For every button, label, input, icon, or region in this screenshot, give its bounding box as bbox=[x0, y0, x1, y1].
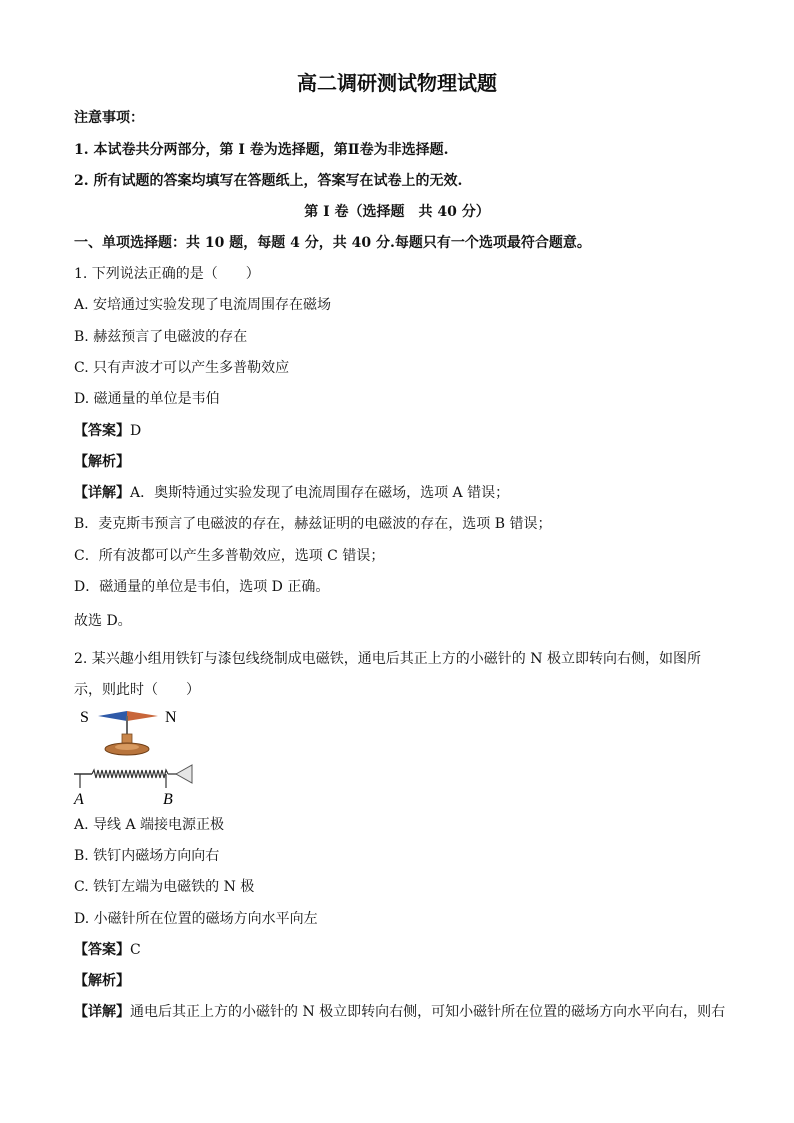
notice-heading: 注意事项： bbox=[74, 110, 144, 126]
figure-label-a: A bbox=[74, 791, 84, 808]
q1-option-c: C. 只有声波才可以产生多普勒效应 bbox=[74, 360, 290, 376]
q1-option-d: D. 磁通量的单位是韦伯 bbox=[74, 391, 220, 407]
notice-item-1: 1. 本试卷共分两部分，第 I 卷为选择题，第Ⅱ卷为非选择题. bbox=[74, 142, 449, 158]
q1-option-a: A. 安培通过实验发现了电流周围存在磁场 bbox=[74, 297, 332, 313]
q1-detail-c: C．所有波都可以产生多普勒效应，选项 C 错误； bbox=[74, 548, 385, 564]
q1-analysis-tag: 【解析】 bbox=[74, 454, 130, 470]
q1-answer bbox=[74, 421, 141, 441]
q1-detail-d: D．磁通量的单位是韦伯，选项 D 正确。 bbox=[74, 579, 330, 595]
q2-option-a: A. 导线 A 端接电源正极 bbox=[74, 817, 225, 833]
coil bbox=[92, 770, 168, 778]
electromagnet-figure bbox=[70, 704, 210, 814]
q2-stem-line1: 2. 某兴趣小组用铁钉与漆包线绕制成电磁铁，通电后其正上方的小磁针的 N 极立即转向右侧，如图所 bbox=[74, 651, 701, 667]
q2-answer bbox=[74, 940, 141, 960]
part1-heading: 第 I 卷（选择题 共 40 分） bbox=[304, 204, 490, 220]
section1-heading: 一、单项选择题：共 10 题，每题 4 分，共 40 分.每题只有一个选项最符合题意。 bbox=[74, 235, 591, 251]
q2-option-d: D. 小磁针所在位置的磁场方向水平向左 bbox=[74, 911, 318, 927]
q1-detail-tag: 【详解】 bbox=[74, 485, 130, 501]
q1-stem: 1. 下列说法正确的是（ ） bbox=[74, 266, 260, 282]
q1-answer-value: D bbox=[130, 423, 142, 439]
q2-stem-line2: 示，则此时（ ） bbox=[74, 682, 200, 698]
q2-detail bbox=[74, 1002, 725, 1022]
q2-answer-tag: 【答案】 bbox=[74, 942, 130, 958]
q1-option-b: B. 赫兹预言了电磁波的存在 bbox=[74, 329, 248, 345]
q2-analysis-tag: 【解析】 bbox=[74, 973, 130, 989]
q2-detail-text: 通电后其正上方的小磁针的 N 极立即转向右侧，可知小磁针所在位置的磁场方向水平向右，则右 bbox=[130, 1004, 726, 1020]
q1-answer-tag: 【答案】 bbox=[74, 423, 130, 439]
notice-item-2: 2. 所有试题的答案均填写在答题纸上，答案写在试卷上的无效. bbox=[74, 173, 463, 189]
compass-base-top bbox=[115, 744, 139, 750]
q1-detail-a bbox=[74, 483, 509, 503]
q1-detail-b: B．麦克斯韦预言了电磁波的存在，赫兹证明的电磁波的存在，选项 B 错误； bbox=[74, 516, 552, 532]
q1-conclusion: 故选 D。 bbox=[74, 613, 132, 629]
compass-needle-south bbox=[98, 711, 127, 721]
q2-option-b: B. 铁钉内磁场方向向右 bbox=[74, 848, 220, 864]
page-title: 高二调研测试物理试题 bbox=[297, 71, 497, 95]
nail-head bbox=[176, 765, 192, 783]
figure-label-s: S bbox=[80, 709, 89, 726]
q2-option-c: C. 铁钉左端为电磁铁的 N 极 bbox=[74, 879, 255, 895]
figure-label-b: B bbox=[163, 791, 173, 808]
compass-needle-north bbox=[127, 711, 158, 721]
q2-answer-value: C bbox=[130, 942, 141, 958]
figure-label-n: N bbox=[165, 709, 177, 726]
q2-detail-tag: 【详解】 bbox=[74, 1004, 130, 1020]
q1-detail-a-text: A．奥斯特通过实验发现了电流周围存在磁场，选项 A 错误； bbox=[130, 485, 510, 501]
